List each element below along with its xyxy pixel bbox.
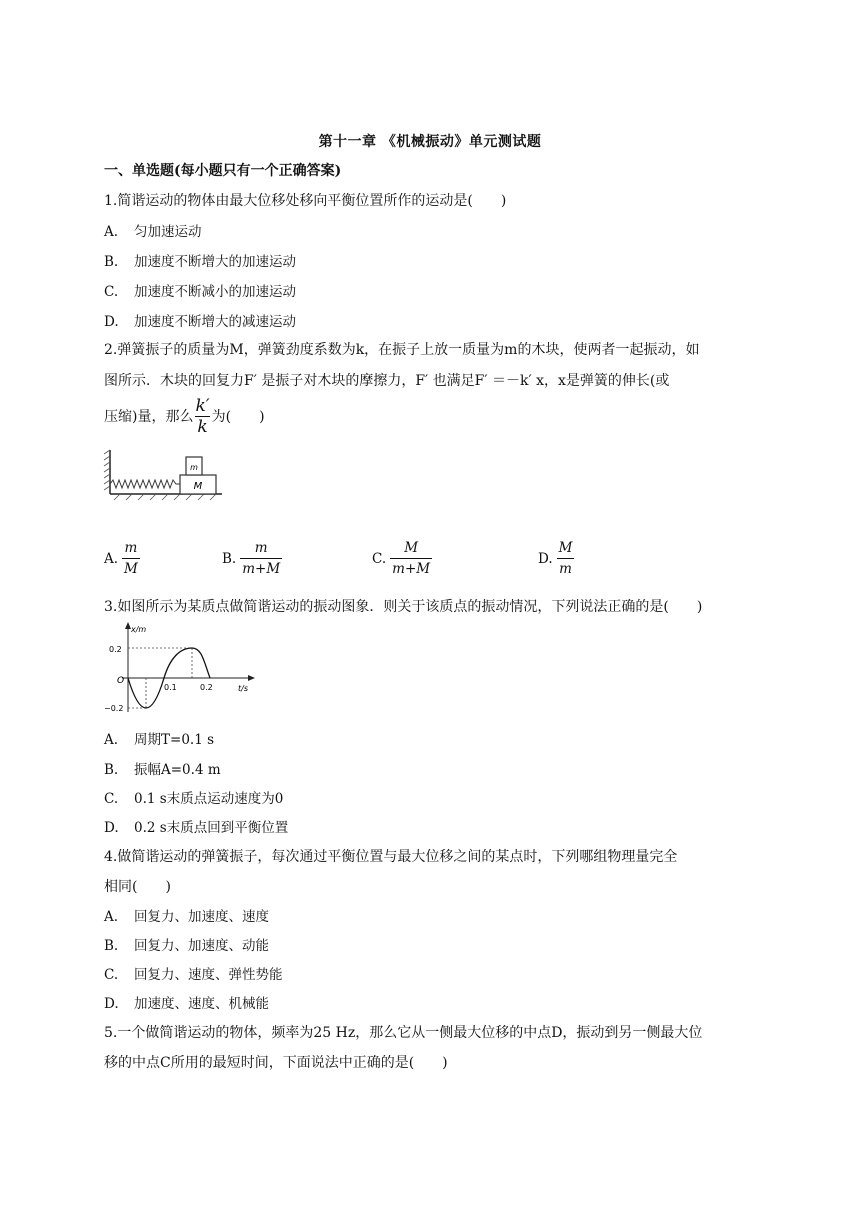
svg-text:0.2: 0.2	[109, 645, 122, 654]
q2-stem-line3: 压缩)量，那么 $\frac{k'}{k}$ 为( )	[104, 395, 265, 437]
q4-option-c: C. 回复力、速度、弹性势能	[104, 967, 283, 983]
q3-option-d: D. 0.2 s末质点回到平衡位置	[104, 820, 289, 836]
svg-text:0.2: 0.2	[200, 683, 213, 692]
q1-stem: 1.简谐运动的物体由最大位移处移向平衡位置所作的运动是( )	[104, 193, 507, 209]
svg-text:O: O	[117, 676, 125, 686]
vibration-graph	[100, 620, 260, 716]
q1-option-c: C. 加速度不断减小的加速运动	[104, 284, 296, 300]
q5-stem-line2: 移的中点C所用的最短时间，下面说法中正确的是( )	[104, 1055, 448, 1071]
q4-stem-line2: 相同( )	[104, 879, 171, 895]
q3-option-a: A. 周期T=0.1 s	[104, 732, 215, 748]
svg-text:m: m	[190, 463, 198, 472]
q4-option-b: B. 回复力、加速度、动能	[104, 938, 269, 954]
q2-option-a: A. $\frac{m}{M}$	[104, 540, 138, 577]
q2-option-b: B. $\frac{m}{m+M}$	[222, 540, 281, 577]
q2-option-d: D. $\frac{M}{m}$	[538, 540, 573, 577]
page-title: 第十一章 《机械振动》单元测试题	[318, 134, 542, 150]
svg-text:0.1: 0.1	[164, 683, 177, 692]
spring-block-figure	[100, 448, 230, 504]
svg-text:x/m: x/m	[131, 625, 147, 634]
spring	[110, 480, 180, 488]
q2-stem-line2: 图所示．木块的回复力F′ 是振子对木块的摩擦力，F′ 也满足F′ ＝－k′ x，x是弹簧的伸长(或	[104, 373, 670, 389]
q1-option-d: D. 加速度不断增大的减速运动	[104, 314, 296, 330]
q3-option-b: B. 振幅A=0.4 m	[104, 762, 221, 778]
q4-option-a: A. 回复力、加速度、速度	[104, 909, 269, 925]
q1-option-a: A. 匀加速运动	[104, 224, 202, 240]
q4-stem-line1: 4.做简谐运动的弹簧振子，每次通过平衡位置与最大位移之间的某点时，下列哪组物理量完全	[104, 849, 678, 865]
svg-text:t/s: t/s	[238, 684, 248, 693]
q1-option-b: B. 加速度不断增大的加速运动	[104, 254, 296, 270]
section-heading: 一、单选题(每小题只有一个正确答案)	[104, 163, 342, 179]
q3-stem: 3.如图所示为某质点做简谐运动的振动图象．则关于该质点的振动情况，下列说法正确的是( )	[104, 599, 703, 615]
q2-fraction: $\frac{k'}{k}$	[195, 395, 210, 437]
q2-stem-line1: 2.弹簧振子的质量为M，弹簧劲度系数为k，在振子上放一质量为m的木块，使两者一起振动，如	[104, 342, 700, 358]
q4-option-d: D. 加速度、速度、机械能	[104, 996, 269, 1012]
q5-stem-line1: 5.一个做简谐运动的物体，频率为25 Hz，那么它从一侧最大位移的中点D，振动到另一侧最大位	[104, 1025, 703, 1041]
svg-text:−0.2: −0.2	[104, 704, 124, 713]
q3-option-c: C. 0.1 s末质点运动速度为0	[104, 791, 284, 807]
q2-option-c: C. $\frac{M}{m+M}$	[372, 540, 431, 577]
svg-text:M: M	[193, 481, 203, 492]
